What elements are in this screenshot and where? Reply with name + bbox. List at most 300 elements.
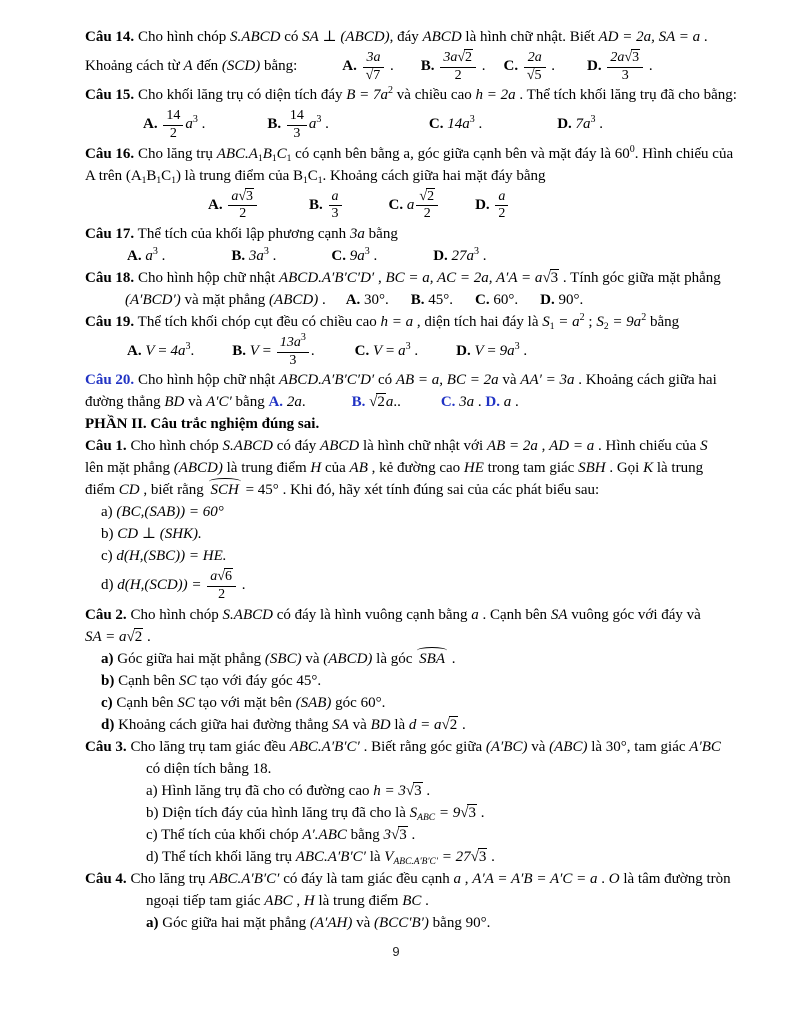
cau-3-item-d: [146, 847, 725, 868]
math-run: 13a: [279, 335, 301, 351]
text-run: tạo với đáy góc 45°.: [196, 672, 322, 689]
math-run: a: [471, 606, 479, 623]
cau-15-answer-row: [143, 107, 725, 142]
math-run: a: [231, 188, 239, 204]
text-run: B: [146, 167, 157, 184]
text-run: có diện tích bằng 18.: [146, 760, 272, 777]
cau-16-answer-row: [208, 188, 725, 223]
text-run: .: [478, 58, 486, 75]
spacer: [276, 259, 331, 260]
math-run: AA′ = 3a: [520, 372, 575, 389]
math-run: 3: [383, 826, 392, 843]
radical: [624, 50, 640, 65]
math-run: a: [398, 343, 406, 360]
text-run: .: [519, 343, 528, 360]
bold-label: B.: [232, 343, 250, 360]
text-run: là trung điểm: [222, 460, 311, 477]
math-run: BC: [402, 892, 422, 909]
math-run: AB = a, BC = 2a: [395, 372, 499, 389]
text-run: .: [143, 628, 151, 645]
math-run: SA: [332, 716, 349, 733]
bold-label: Câu 2.: [85, 606, 127, 623]
spacer: [315, 354, 355, 355]
math-run: 2a: [610, 50, 625, 65]
math-run: C: [276, 145, 287, 162]
math-run: 27a: [451, 248, 475, 265]
bold-label: d): [101, 716, 115, 733]
cau-3-item-b: [146, 803, 725, 824]
text-run: .: [447, 650, 456, 667]
cau-2-line-1: [85, 605, 725, 626]
math-run: AD = 2a, SA = a: [598, 29, 701, 45]
radicand: [134, 628, 144, 645]
text-run: và chiều cao: [393, 87, 476, 104]
superscript: 2: [641, 312, 647, 324]
math-run: B: [262, 145, 272, 162]
math-run: (A′BC): [485, 738, 528, 755]
text-run: .: [476, 804, 485, 821]
radical-sign-icon: √: [405, 782, 415, 799]
math-run: 3a: [248, 248, 264, 265]
math-run: S.ABCD: [222, 438, 273, 455]
text-run: Thể tích khối chóp cụt đều có chiều cao: [134, 314, 381, 331]
math-run: SA = a: [85, 628, 127, 645]
text-run: và: [348, 716, 371, 733]
fraction: [416, 189, 438, 222]
text-run: là: [390, 716, 409, 733]
subscript: ABC: [417, 812, 436, 823]
spacer: [165, 259, 231, 260]
math-run: (ABCD): [269, 292, 319, 309]
math-run: = 9a: [608, 314, 642, 331]
text-run: .: [474, 394, 486, 411]
spacer: [482, 127, 557, 128]
fraction-denominator: [207, 587, 236, 603]
math-run: a: [308, 116, 317, 133]
subscript: 1: [156, 175, 162, 186]
text-run: 3: [331, 206, 339, 222]
bold-label: C.: [331, 248, 350, 265]
text-run: 7: [373, 67, 381, 83]
bold-label: B.: [267, 116, 285, 133]
math-run: V: [249, 343, 259, 360]
bold-label: D.: [475, 196, 494, 213]
math-run: h = 2a: [475, 87, 516, 104]
text-run: là hình chữ nhật với: [359, 438, 487, 455]
radical: [391, 827, 408, 843]
math-run: d = a: [408, 716, 442, 733]
bold-label: C.: [428, 116, 448, 133]
fraction-denominator: [495, 206, 508, 222]
fraction-denominator: [416, 206, 438, 222]
text-run: 2: [449, 716, 458, 733]
fraction: [607, 50, 643, 83]
fraction-denominator: [329, 206, 342, 222]
text-run: là góc: [372, 650, 417, 667]
math-run: ABC.A′B′C′: [289, 738, 360, 755]
math-run: = a: [554, 314, 580, 331]
highlighted-answer-label: B.: [351, 394, 370, 411]
cau-18-line-1: [85, 268, 725, 289]
radical-sign-icon: √: [470, 848, 479, 865]
cau-20-line-2: [85, 392, 725, 413]
radical: [369, 394, 386, 410]
math-run: (SCD): [221, 58, 261, 75]
spacer: [205, 127, 267, 128]
text-run: đường thẳng: [85, 394, 165, 411]
text-run: tạo với mặt bên: [194, 694, 296, 711]
math-run: 3a: [443, 50, 458, 65]
text-run: .: [318, 292, 326, 309]
radicand: [372, 67, 381, 83]
math-run: V: [384, 848, 394, 865]
math-run: (ABCD): [323, 650, 373, 667]
text-run: b) Diện tích đáy của hình lăng trụ đã cho là: [146, 804, 410, 821]
text-run: .: [237, 577, 246, 594]
text-run: bằng:: [260, 58, 298, 75]
math-run: SC: [178, 672, 197, 689]
text-run: .: [422, 782, 431, 799]
superscript: 3: [514, 341, 520, 353]
math-run: S.ABCD: [222, 606, 273, 623]
text-run: 2: [169, 126, 177, 142]
text-run: có đáy là hình vuông cạnh bằng: [272, 606, 472, 623]
page-number: 9: [392, 944, 400, 959]
math-run: 9a: [499, 343, 515, 360]
text-run: 3: [399, 826, 407, 843]
text-run: và mặt phẳng: [180, 292, 270, 309]
text-run: 3: [468, 804, 476, 821]
spacer: [377, 259, 433, 260]
cau-14-answer-row: [85, 49, 725, 84]
subscript: 1: [302, 175, 308, 186]
text-run: .: [268, 248, 277, 265]
text-run: = 45°: [241, 482, 279, 499]
cau-15-line-1: [85, 85, 737, 106]
math-run: (SBC): [264, 650, 302, 667]
text-run: .: [595, 116, 604, 133]
text-run: . Biết rằng góc giữa: [359, 738, 486, 755]
math-run: (BCC′B′): [374, 914, 429, 931]
math-run: A′BC: [689, 738, 721, 755]
fraction-numerator: [495, 189, 508, 207]
math-run: SBH: [578, 460, 606, 477]
bold-label: D.: [587, 58, 606, 75]
superscript: 3: [263, 246, 269, 258]
text-run: a) Hình lăng trụ đã cho có đường cao: [146, 782, 374, 799]
fraction: [287, 108, 307, 141]
text-run: . Khoảng cách giữa hai mặt đáy bằng: [322, 167, 546, 184]
radical-sign-icon: √: [126, 628, 135, 645]
text-run: Cạnh bên: [114, 672, 179, 689]
fraction: [363, 50, 385, 83]
text-run: d): [101, 577, 118, 594]
bold-label: B.: [231, 248, 249, 265]
text-run: điểm: [85, 482, 119, 499]
text-run: góc 60°.: [331, 694, 386, 711]
math-run: a: [331, 188, 339, 204]
math-run: ABCD: [320, 438, 360, 455]
text-run: Cho hình hộp chữ nhật: [134, 270, 279, 287]
radical-sign-icon: √: [217, 569, 225, 585]
cau-20-line-1: [85, 370, 725, 391]
math-run: = 27: [437, 848, 471, 865]
bold-label: C.: [388, 196, 407, 213]
bold-label: A.: [345, 292, 365, 309]
text-run: 6: [224, 569, 232, 585]
cau-2-item-c: [101, 693, 725, 714]
text-run: 3: [478, 848, 487, 865]
text-run: .: [369, 248, 378, 265]
radical: [406, 783, 423, 799]
text-run: ) là trung điểm của B: [175, 167, 303, 184]
fraction-denominator: [440, 68, 476, 84]
text-run: Góc giữa hai mặt phẳng: [158, 914, 310, 931]
spacer: [486, 69, 504, 70]
text-run: . Khi đó, hãy xét tính đúng sai của các phát biểu sau:: [278, 482, 600, 499]
bold-label: Câu 15.: [85, 87, 135, 104]
radicand: [245, 188, 254, 204]
text-run: 2: [465, 50, 472, 65]
math-run: 3a: [366, 50, 381, 65]
spacer: [326, 303, 346, 304]
math-run: S: [700, 438, 708, 455]
radicand: [398, 826, 408, 843]
cau-3-line-1: [85, 737, 725, 758]
text-run: 14: [289, 108, 304, 124]
math-run: BD: [370, 716, 391, 733]
bold-label: PHẦN II. Câu trắc nghiệm đúng sai.: [85, 416, 320, 433]
text-run: và: [352, 914, 375, 931]
radical: [127, 629, 144, 645]
fraction-numerator: [440, 50, 476, 68]
subscript: 1: [257, 153, 263, 164]
radical: [460, 805, 477, 821]
highlighted-answer-label: Câu 20.: [85, 372, 135, 389]
bold-label: Câu 17.: [85, 226, 135, 243]
text-run: d) Thể tích khối lăng trụ: [146, 848, 296, 865]
spacer: [344, 208, 389, 209]
math-run: 2a: [286, 394, 302, 411]
fraction-numerator: [329, 189, 342, 207]
math-run: a: [503, 394, 512, 411]
text-run: . Thể tích khối lăng trụ đã cho bằng:: [515, 87, 737, 104]
superscript: 3: [300, 332, 306, 344]
bold-label: Câu 3.: [85, 738, 127, 755]
text-run: .: [458, 716, 466, 733]
spacer: [418, 354, 456, 355]
text-run: bằng: [346, 826, 384, 843]
text-run: 45°.: [428, 292, 454, 309]
text-run: .: [301, 394, 306, 411]
text-run: 3: [246, 188, 254, 204]
radicand: [534, 67, 543, 83]
math-run: H: [310, 460, 322, 477]
text-run: là tâm đường tròn: [619, 870, 731, 887]
radicand: [449, 716, 459, 733]
math-run: a: [185, 116, 193, 133]
bold-label: Câu 1.: [85, 438, 127, 455]
subscript: 1: [141, 175, 147, 186]
math-run: BD: [164, 394, 185, 411]
subscript: 1: [171, 175, 176, 186]
math-run: A: [183, 58, 193, 75]
spacer: [518, 303, 540, 304]
text-run: 3: [293, 126, 301, 142]
fraction-denominator: [363, 68, 385, 84]
bold-label: Câu 16.: [85, 145, 135, 162]
text-run: , diện tích hai đáy là: [413, 314, 543, 331]
text-run: Cho hình chóp: [134, 29, 231, 45]
text-run: .: [410, 343, 419, 360]
fraction-numerator: [277, 332, 309, 353]
math-run: (A′BCD′): [125, 292, 181, 309]
text-run: 3: [289, 352, 297, 368]
math-run: SA: [302, 29, 319, 45]
bold-label: a): [146, 914, 159, 931]
radical-sign-icon: √: [369, 394, 378, 411]
cau-3-item-a: [146, 781, 725, 802]
math-run: d(H,(SBC)) = HE.: [116, 548, 227, 565]
text-run: bằng: [364, 226, 398, 243]
text-run: c) Thể tích của khối chóp: [146, 826, 303, 843]
text-run: .: [157, 248, 166, 265]
cau-3-line-2: [146, 759, 725, 780]
cau-2-item-a: [101, 649, 725, 670]
text-run: ,: [374, 270, 386, 287]
cau-1-item-a: [101, 502, 725, 523]
text-run: 2: [239, 206, 247, 222]
bold-label: A.: [143, 116, 162, 133]
text-run: lên mặt phẳng: [85, 460, 174, 477]
subscript: 2: [603, 322, 609, 333]
math-run: O: [608, 870, 620, 887]
radical-sign-icon: √: [441, 716, 450, 733]
radicand: [224, 568, 233, 584]
spacer: [401, 405, 441, 406]
text-run: . Hình chiếu của: [634, 145, 734, 162]
math-run: (ABC): [549, 738, 588, 755]
radicand: [426, 188, 435, 204]
cau-1-item-d: [101, 568, 725, 603]
radicand: [376, 393, 386, 410]
text-run: .: [474, 116, 483, 133]
radical: [442, 717, 459, 733]
radical-sign-icon: √: [460, 804, 469, 821]
math-run: A′C′: [206, 394, 232, 411]
exam-document-body: [85, 27, 737, 935]
text-run: và: [301, 650, 324, 667]
cau-2-item-b: [101, 671, 725, 692]
cau-1-item-b: [101, 524, 725, 545]
fraction-denominator: [287, 126, 307, 142]
bold-label: D.: [540, 292, 559, 309]
bold-label: Câu 18.: [85, 270, 135, 287]
spacer: [306, 405, 352, 406]
text-run: có đáy: [272, 438, 321, 455]
math-run: (BC,(SAB)) = 60°: [116, 504, 224, 521]
cau-19-line-1: [85, 312, 725, 333]
text-run: ,: [461, 870, 473, 887]
math-run: AD = a: [549, 438, 595, 455]
angle-hat-symbol: SBA: [416, 649, 448, 670]
bold-label: D.: [456, 343, 475, 360]
text-run: và: [498, 372, 521, 389]
text-run: .: [547, 58, 556, 75]
radical: [527, 68, 543, 83]
text-run: =: [258, 343, 275, 360]
bold-label: C.: [475, 292, 494, 309]
fraction-numerator: [363, 50, 385, 68]
math-run: 3a: [349, 226, 365, 243]
math-run: 9a: [349, 248, 365, 265]
text-run: C: [161, 167, 172, 184]
math-run: ABC: [264, 892, 293, 909]
math-run: ABCD.A′B′C′D′: [278, 270, 375, 287]
math-run: ABCD.A′B′C′D′: [278, 372, 375, 389]
fraction-numerator: [416, 189, 438, 207]
bold-label: B.: [309, 196, 327, 213]
text-run: .: [511, 394, 519, 411]
spacer: [297, 69, 342, 70]
math-run: a: [406, 196, 415, 213]
cau-1-line-1: [85, 436, 725, 457]
text-run: 2: [427, 188, 435, 204]
text-run: bằng 90°.: [428, 914, 491, 931]
text-run: b): [101, 526, 118, 543]
fraction: [163, 108, 183, 141]
text-run: .: [487, 848, 495, 865]
subscript: 1: [549, 322, 555, 333]
math-run: AB = 2a: [486, 438, 538, 455]
text-run: ..: [393, 394, 401, 411]
radical-sign-icon: √: [391, 826, 400, 843]
text-run: .: [321, 116, 329, 133]
cau-3-item-c: [146, 825, 725, 846]
text-run: Cạnh bên: [112, 694, 178, 711]
spacer: [453, 303, 475, 304]
math-run: HE: [463, 460, 484, 477]
superscript: 0: [629, 143, 635, 155]
superscript: 2: [388, 85, 394, 97]
text-run: Cho khối lăng trụ có diện tích đáy: [134, 87, 347, 104]
math-run: a: [498, 188, 506, 204]
radicand: [478, 848, 488, 865]
text-run: 3: [414, 782, 422, 799]
text-run: và: [527, 738, 550, 755]
cau-2-line-2: [85, 627, 725, 648]
cau-14-line-1: [85, 27, 725, 48]
radical: [471, 849, 488, 865]
text-run: Góc giữa hai mặt phẳng: [113, 650, 265, 667]
math-run: ABC.A′B′C′: [295, 848, 366, 865]
text-run: . Khoảng cách giữa hai: [574, 372, 717, 389]
math-run: (SAB): [295, 694, 332, 711]
math-run: H: [303, 892, 315, 909]
text-run: có: [280, 29, 303, 45]
math-run: SA: [550, 606, 568, 623]
text-run: và: [184, 394, 207, 411]
radical-sign-icon: √: [238, 188, 247, 204]
math-run: A′.ABC: [302, 826, 347, 843]
math-run: a: [453, 870, 462, 887]
fraction: [277, 332, 309, 368]
text-run: của: [321, 460, 350, 477]
cau-17-answer-row: [127, 246, 725, 267]
text-run: vuông góc với đáy và: [567, 606, 701, 623]
text-run: Cho lăng trụ tam giác đều: [126, 738, 290, 755]
text-run: Cho hình hộp chữ nhật: [134, 372, 279, 389]
